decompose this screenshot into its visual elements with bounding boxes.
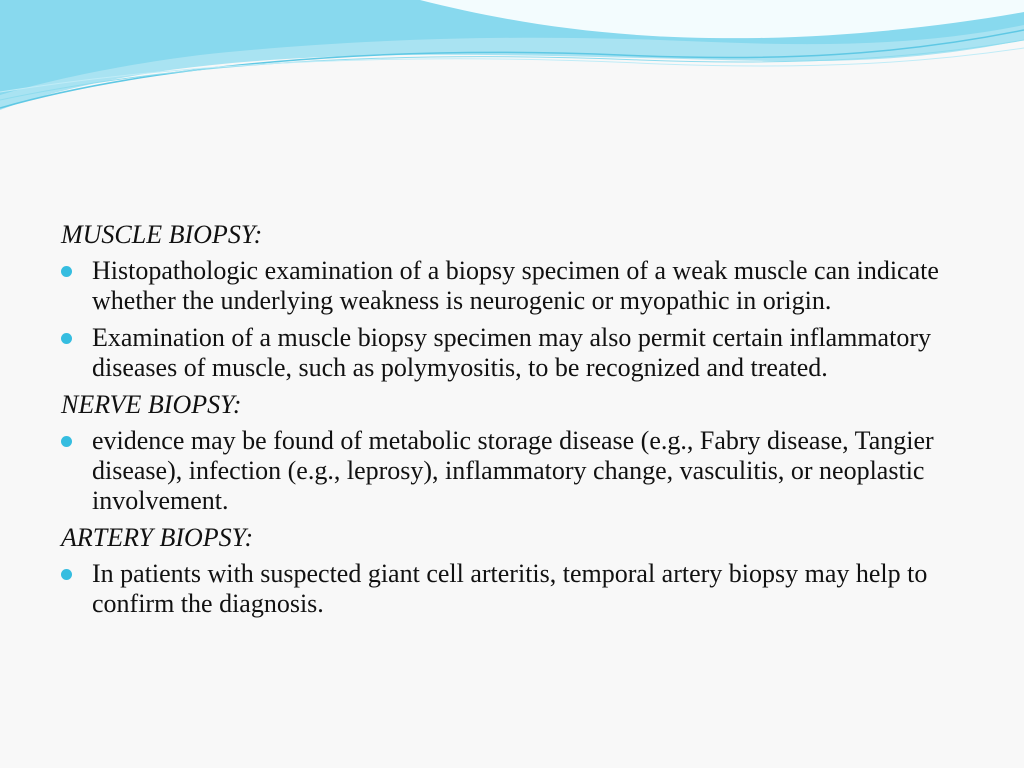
bullet-list — [61, 559, 961, 619]
section-artery-biopsy — [61, 523, 961, 619]
bullet-dot-icon — [61, 266, 72, 277]
section-heading: MUSCLE BIOPSY: — [61, 220, 263, 249]
bullet-item — [61, 323, 961, 383]
section-heading: ARTERY BIOPSY: — [61, 523, 254, 552]
section-muscle-biopsy — [61, 220, 961, 383]
section-nerve-biopsy — [61, 390, 961, 516]
bullet-item — [61, 256, 961, 316]
bullet-item — [61, 559, 961, 619]
bullet-dot-icon — [61, 569, 72, 580]
bullet-dot-icon — [61, 436, 72, 447]
bullet-text: Histopathologic examination of a biopsy specimen of a weak muscle can indicate whether the underlying weakness is neurogenic or myopathic in origin. — [92, 256, 939, 315]
section-heading: NERVE BIOPSY: — [61, 390, 242, 419]
bullet-list — [61, 426, 961, 516]
bullet-dot-icon — [61, 333, 72, 344]
slide-content — [61, 220, 961, 626]
bullet-text: In patients with suspected giant cell arteritis, temporal artery biopsy may help to confirm the diagnosis. — [92, 559, 928, 618]
wave-header-decoration — [0, 0, 1024, 120]
bullet-list — [61, 256, 961, 383]
bullet-text: evidence may be found of metabolic storage disease (e.g., Fabry disease, Tangier disease), infection (e.g., leprosy), inflammatory change, vasculitis, or neoplastic involvement. — [92, 426, 934, 515]
bullet-item — [61, 426, 961, 516]
bullet-text: Examination of a muscle biopsy specimen may also permit certain inflammatory diseases of muscle, such as polymyositis, to be recognized and treated. — [92, 323, 931, 382]
